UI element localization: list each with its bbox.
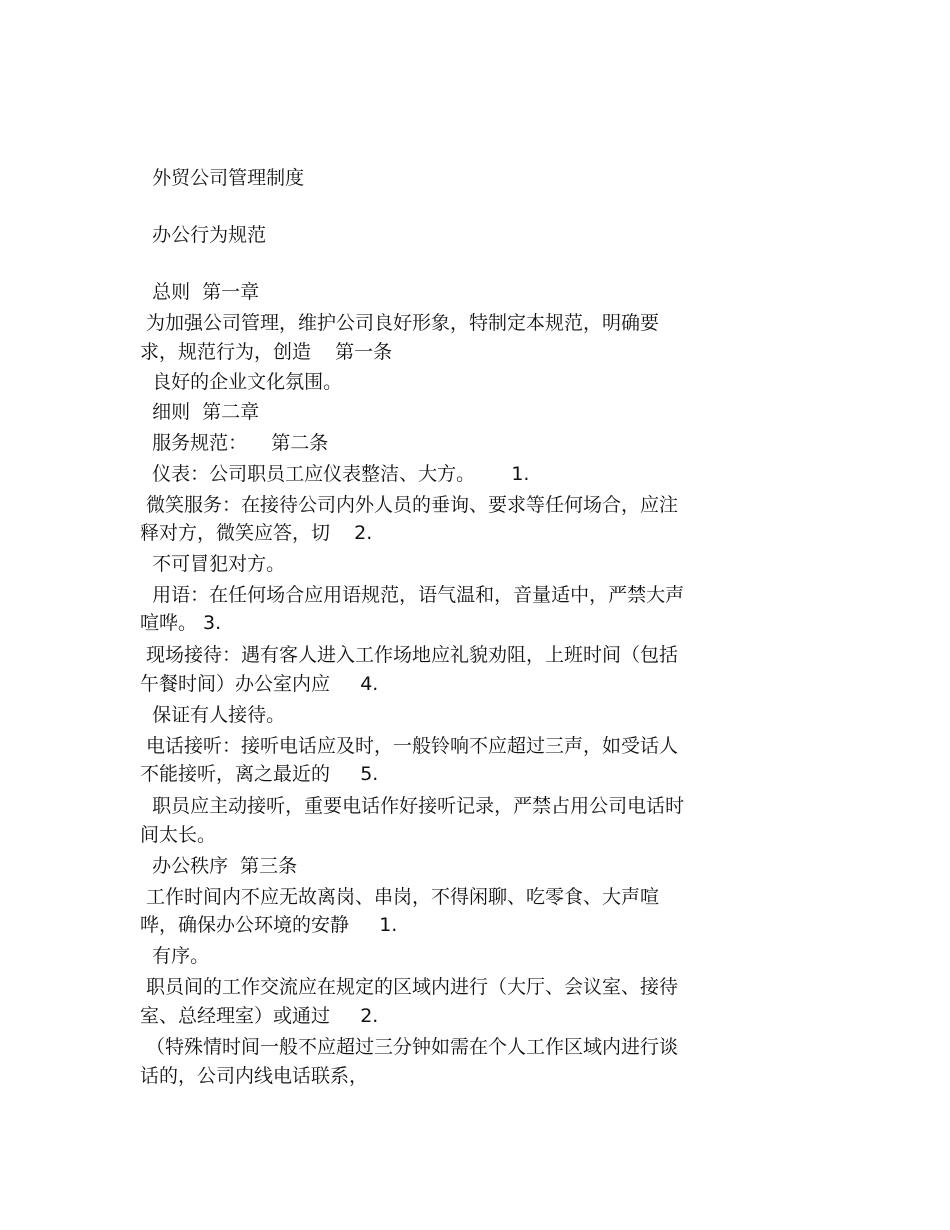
text-line: 工作时间内不应无故离岗、串岗，不得闲聊、吃零食、大声喧 xyxy=(140,886,660,908)
text-line: 用语：在任何场合应用语规范，语气温和，音量适中，严禁大声 xyxy=(140,584,685,606)
text-line: 喧哗。 3. xyxy=(140,612,222,634)
text-line: 间太长。 xyxy=(140,824,217,846)
text-line: 微笑服务：在接待公司内外人员的垂询、要求等任何场合，应注 xyxy=(140,494,679,516)
text-line: 话的，公司内线电话联系， xyxy=(140,1065,369,1087)
section-heading: 办公行为规范 xyxy=(140,224,267,246)
document-title: 外贸公司管理制度 xyxy=(140,167,305,189)
text-line: 求，规范行为，创造 第一条 xyxy=(140,341,393,363)
text-line: 服务规范： 第二条 xyxy=(140,432,329,454)
text-line: 良好的企业文化氛围。 xyxy=(140,371,343,393)
text-line: 细则 第二章 xyxy=(140,401,260,423)
text-line: 有序。 xyxy=(140,945,210,967)
text-line: 室、总经理室）或通过 2. xyxy=(140,1005,379,1027)
text-line: 为加强公司管理，维护公司良好形象，特制定本规范，明确要 xyxy=(140,312,660,334)
text-line: 保证有人接待。 xyxy=(140,704,286,726)
text-line: 释对方，微笑应答，切 2. xyxy=(140,522,373,544)
text-line: 哗，确保办公环境的安静 1. xyxy=(140,914,398,936)
text-line: 办公秩序 第三条 xyxy=(140,855,298,877)
text-line: 不可冒犯对方。 xyxy=(140,553,286,575)
text-line: 不能接听，离之最近的 5. xyxy=(140,763,379,785)
text-line: 总则 第一章 xyxy=(140,281,260,303)
text-line: （特殊情时间一般不应超过三分钟如需在个人工作区域内进行谈 xyxy=(140,1036,679,1058)
text-line: 电话接听：接听电话应及时，一般铃响不应超过三声，如受话人 xyxy=(140,735,679,757)
text-line: 职员应主动接听，重要电话作好接听记录，严禁占用公司电话时 xyxy=(140,795,685,817)
text-line: 职员间的工作交流应在规定的区域内进行（大厅、会议室、接待 xyxy=(140,976,679,998)
text-line: 午餐时间）办公室内应 4. xyxy=(140,673,379,695)
text-line: 仪表：公司职员工应仪表整洁、大方。 1. xyxy=(140,463,530,485)
text-line: 现场接待：遇有客人进入工作场地应礼貌劝阻，上班时间（包括 xyxy=(140,644,679,666)
